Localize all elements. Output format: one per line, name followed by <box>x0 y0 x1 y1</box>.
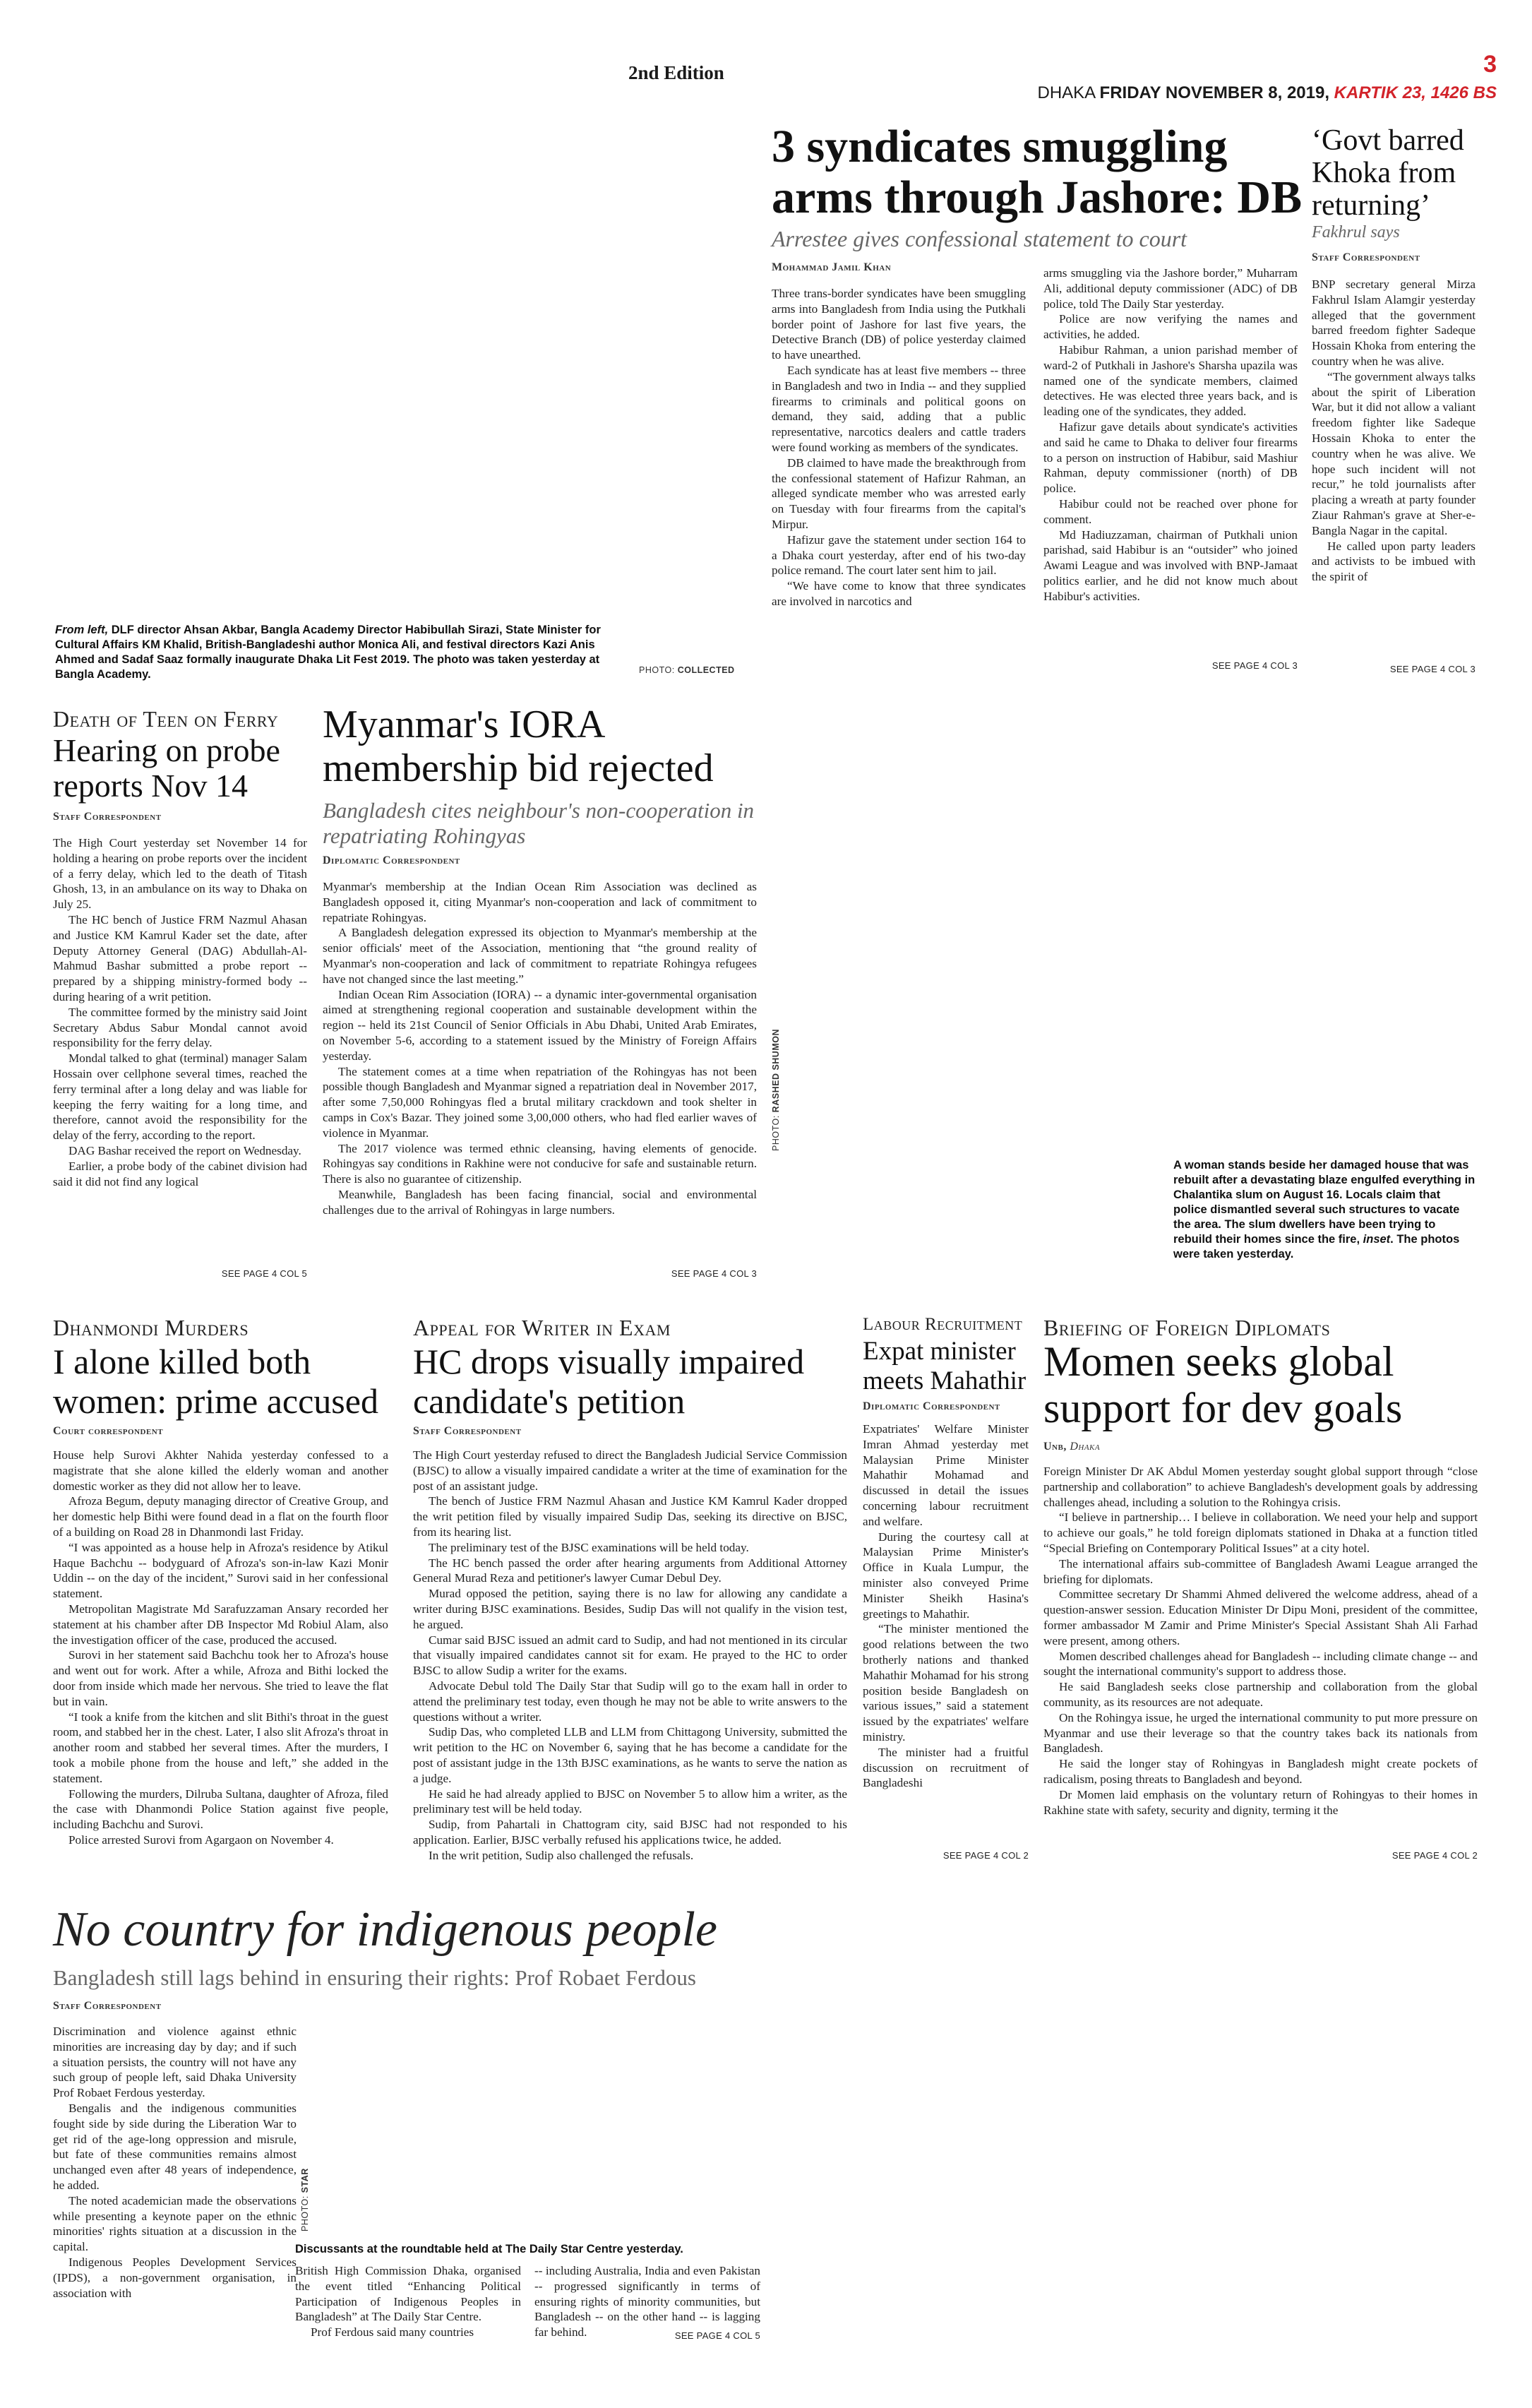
khoka-body <box>1312 277 1476 585</box>
para: Habibur Rahman, a union parishad member of ward-2 of Putkhali in Jashore's Sharsha upazila was named one of the syndicate members, claimed detectives. He was elected three years back, and is leading one of the syndicates, they added. <box>1043 342 1298 419</box>
photo-caption-slum <box>1173 1158 1477 1262</box>
syndicates-deck: Arrestee gives confessional statement to court <box>772 226 1187 251</box>
photo-chalantika-slum <box>789 706 1485 1144</box>
photo-credit-star <box>300 2154 310 2231</box>
photo-credit-collected <box>639 665 735 675</box>
para: He said Bangladesh seeks close partnership and collaboration from the global community, as its resources are not adequate. <box>1043 1680 1478 1709</box>
expat-body <box>863 1421 1029 1791</box>
byline-agency: Unb <box>1043 1441 1064 1453</box>
para: “I took a knife from the kitchen and slit Bithi's throat in the guest room, and stabbed her in the chest. Later, I also slit Afroza's throat in another room and stabbed her several times. After the murders, I took a mobile phone from the house and left,” she added in the statement. <box>53 1710 388 1785</box>
expat-jump: SEE PAGE 4 COL 2 <box>942 1850 1029 1861</box>
momen-byline: Unb, Dhaka <box>1043 1441 1101 1453</box>
para: The bench of Justice FRM Nazmul Ahasan and Justice KM Kamrul Kader dropped the writ petition filed by visually impaired Sudip Das, seeking its directive on BJSC, from its hearing list. <box>413 1494 847 1539</box>
para: The High Court yesterday refused to direct the Bangladesh Judicial Service Commission (BJSC) to allow a visually impaired candidate a writer at the time of examination for the post of an assistant judge. <box>413 1448 847 1493</box>
para: The noted academician made the observations while presenting a keynote paper on the ethnic minorities' rights situation at a discussion in the capital. <box>53 2193 297 2254</box>
para: Earlier, a probe body of the cabinet division had said it did not find any logical <box>53 1159 307 1188</box>
para: Indigenous Peoples Development Services (IPDS), a non-government organisation, in association with <box>53 2255 297 2300</box>
para: Three trans-border syndicates have been smuggling arms into Bangladesh from India using the Putkhali border point of Jashore for last five years, the Detective Branch (DB) of police yesterday claimed to have unearthed. <box>772 287 1026 362</box>
para: Metropolitan Magistrate Md Sarafuzzaman Ansary recorded her statement at his chamber after DB Inspector Md Robiul Alam, also the investigation officer of the case, produced the accused. <box>53 1602 388 1647</box>
syndicates-byline: Mohammad Jamil Khan <box>772 261 892 273</box>
para: Foreign Minister Dr AK Abdul Momen yesterday sought global support through “close partnership and collaboration” to achieve Bangladesh's development goals by addressing challenges ahead, including a solution to the Rohingya crisis. <box>1043 1465 1478 1509</box>
para: arms smuggling via the Jashore border,” Muharram Ali, additional deputy commissioner (ADC) of DB police, told The Daily Star yesterday. <box>1043 266 1298 311</box>
ferry-kicker: Death of Teen on Ferry <box>53 706 279 732</box>
para: On the Rohingya issue, he urged the international community to put more pressure on Myanmar and use their leverage so that the country takes back its nationals from Bangladesh. <box>1043 1710 1478 1756</box>
para: Myanmar's membership at the Indian Ocean Rim Association was declined as Bangladesh opposed it, citing Myanmar's non-cooperation and lack of commitment to repatriate Rohingyas. <box>323 880 757 924</box>
credit-name: COLLECTED <box>677 665 735 675</box>
para: During the courtesy call at Malaysian Prime Minister's Office in Kuala Lumpur, the minister also conveyed Prime Minister Sheikh Hasina's greetings to Mahathir. <box>863 1530 1029 1621</box>
edition-label: 2nd Edition <box>628 62 724 83</box>
para: Mondal talked to ghat (terminal) manager Salam Hossain over cellphone several times, reached the ferry terminal after a long delay and was liable for keeping the ferry waiting for a long time, and therefore, cannot avoid the responsibility for the delay of the ferry, according to the report. <box>53 1051 307 1143</box>
para: Habibur could not be reached over phone for comment. <box>1043 496 1298 526</box>
para: DB claimed to have made the breakthrough from the confessional statement of Hafizur Rahman, an alleged syndicate member who was arrested early on Tuesday with four firearms from the capital's Mirpur. <box>772 455 1026 531</box>
khoka-deck: Fakhrul says <box>1312 223 1400 242</box>
indigenous-col3 <box>534 2263 760 2340</box>
indigenous-jump: SEE PAGE 4 COL 5 <box>674 2330 760 2341</box>
para: Hafizur gave the statement under section 164 to a Dhaka court yesterday, after end of his two-day police remand. The court later sent him to jail. <box>772 532 1026 578</box>
momen-body <box>1043 1464 1478 1818</box>
writer-body <box>413 1448 847 1864</box>
para: The HC bench passed the order after hearing arguments from Additional Attorney General Murad Reza and petitioner's lawyer Cumar Debul Dey. <box>413 1556 847 1585</box>
para: DAG Bashar received the report on Wednesday. <box>68 1143 301 1157</box>
iora-headline: Myanmar's IORA membership bid rejected <box>323 703 714 790</box>
dateline-place: DHAKA <box>1037 83 1095 102</box>
caption-text: DLF director Ahsan Akbar, Bangla Academy Director Habibullah Sirazi, State Minister for Cultural Affairs KM Khalid, British-Bangladeshi author Monica Ali, and festival directors Kazi Anis Ahmed and Sadaf Saaz formally inaugurate Dhaka Lit Fest 2019. The photo was taken yesterday at Bangla Academy. <box>55 624 601 681</box>
para: He called upon party leaders and activists to be imbued with the spirit of <box>1312 539 1476 584</box>
syndicates-headline: 3 syndicates smuggling arms through Jashore: DB <box>772 121 1303 223</box>
expat-byline: Diplomatic Correspondent <box>863 1400 1000 1412</box>
iora-jump: SEE PAGE 4 COL 3 <box>671 1268 757 1279</box>
indigenous-deck: Bangladesh still lags behind in ensuring their rights: Prof Robaet Ferdous <box>53 1965 696 1990</box>
para: A Bangladesh delegation expressed its objection to Myanmar's membership at the senior officials' meet of the Association, mentioning that “the ground reality of Myanmar's non-cooperation and lack of commitment to repatriate Rohingya refugees have not changed since the last meeting.” <box>323 926 757 986</box>
para: Committee secretary Dr Shammi Ahmed delivered the welcome address, ahead of a question-answer session. Education Minister Dr Dipu Moni, president of the committee, former ambassador M Zamir and Prime Minister's Special Assistant Shah Ali Farhad were present, among others. <box>1043 1587 1478 1647</box>
byline-place: Dhaka <box>1070 1441 1101 1453</box>
dhanmondi-byline: Court correspondent <box>53 1425 164 1437</box>
para: He said the longer stay of Rohingyas in Bangladesh might create pockets of radicalism, posing threats to Bangladesh and beyond. <box>1043 1757 1478 1786</box>
iora-body <box>323 879 757 1218</box>
khoka-headline: ‘Govt barred Khoka from returning’ <box>1312 124 1464 222</box>
para: Each syndicate has at least five members -- three in Bangladesh and two in India -- and they supplied firearms to criminals and political goons on demand, they said, adding that a public representative, narcotics dealers and cattle traders were found working as members of the syndicates. <box>772 363 1026 454</box>
expat-kicker: Labour Recruitment <box>863 1315 1023 1334</box>
dhanmondi-kicker: Dhanmondi Murders <box>53 1315 249 1340</box>
caption-inset: inset <box>1363 1233 1391 1246</box>
para: The preliminary test of the BJSC examinations will be held today. <box>429 1540 749 1554</box>
para: “I was appointed as a house help in Afroza's residence by Atikul Haque Bachchu -- bodyguard of Afroza's son-in-law Kazi Monir Uddin -- on the day of the incident,” Surovi said in her confessional statement. <box>53 1540 388 1601</box>
caption-text: . The photos were taken yesterday. <box>1173 1233 1460 1260</box>
dateline <box>904 83 1497 103</box>
para: Meanwhile, Bangladesh has been facing financial, social and environmental challenges due to the arrival of Rohingyas in large numbers. <box>323 1187 757 1217</box>
momen-headline: Momen seeks global support for dev goals <box>1043 1338 1403 1431</box>
ferry-body <box>53 835 307 1189</box>
syndicates-jump: SEE PAGE 4 COL 3 <box>1211 660 1298 671</box>
para: The 2017 violence was termed ethnic cleansing, having elements of genocide. Rohingyas say conditions in Rakhine were not conducive for safe and sustainable return. There is also no guarantee of citizenship. <box>323 1141 757 1186</box>
syndicates-col1 <box>772 286 1026 609</box>
dateline-date: FRIDAY NOVEMBER 8, 2019, <box>1099 83 1329 102</box>
para: Dr Momen laid emphasis on the voluntary return of Rohingyas to their homes in Rakhine state with safety, security and dignity, terming it the <box>1043 1787 1478 1817</box>
credit-label: PHOTO: <box>300 2195 310 2231</box>
photo-caption-roundtable: Discussants at the roundtable held at The Daily Star Centre yesterday. <box>295 2243 683 2255</box>
para: “I believe in partnership… I believe in collaboration. We need your help and support to achieve our goals,” he told foreign diplomats stationed in Dhaka at a function titled “Special Briefing on Contemporary Political Issues” at a city hotel. <box>1043 1510 1478 1555</box>
indigenous-col2 <box>295 2263 521 2340</box>
para: “The government always talks about the spirit of Liberation War, but it did not allow a valiant freedom fighter like Sadeque Hossain Khoka to enter the country when he was alive. We hope such incident will not recur,” he told journalists after placing a wreath at party founder Ziaur Rahman's grave at Sher-e-Bangla Nagar in the capital. <box>1312 369 1476 537</box>
para: Afroza Begum, deputy managing director of Creative Group, and her domestic help Bithi were found dead in a flat on the fourth floor of a building on Road 28 in Dhanmondi last Friday. <box>53 1494 388 1539</box>
para: The High Court yesterday set November 14 for holding a hearing on probe reports over the incident of a ferry delay, which led to the death of Titash Ghosh, 13, in an ambulance on its way to Dhaka on July 25. <box>53 836 307 912</box>
blank-ad-space <box>805 1900 1483 2380</box>
para: Discrimination and violence against ethnic minorities are increasing day by day; and if such a situation persists, the country will not have any such group of people left, said Dhaka University Prof Robaet Ferdous yesterday. <box>53 2025 297 2100</box>
khoka-byline: Staff Correspondent <box>1312 251 1420 263</box>
credit-label: PHOTO: <box>639 665 675 675</box>
indigenous-col1 <box>53 2024 297 2301</box>
para: The HC bench of Justice FRM Nazmul Ahasan and Justice KM Kamrul Kader set the date, after Deputy Attorney General (DAG) Abdullah-Al-Mahmud Bashar submitted a probe report -- prepared by a shipping ministry-formed body -- during hearing of a writ petition. <box>53 912 307 1003</box>
momen-jump: SEE PAGE 4 COL 2 <box>1392 1850 1478 1861</box>
page-number: 3 <box>1483 51 1497 78</box>
photo-caption-lit-fest <box>55 623 620 682</box>
iora-deck: Bangladesh cites neighbour's non-cooperation in repatriating Rohingyas <box>323 798 755 848</box>
indigenous-headline: No country for indigenous people <box>53 1902 718 1957</box>
para: House help Surovi Akhter Nahida yesterday confessed to a magistrate that she alone killed the elderly woman and another domestic worker as they did not allow her to leave. <box>53 1448 388 1493</box>
para: British High Commission Dhaka, organised the event titled “Enhancing Political Participation of Indigenous Peoples in Bangladesh” at The Daily Star Centre. <box>295 2264 521 2324</box>
para: Bengalis and the indigenous communities fought side by side during the Liberation War to get rid of the age-long oppression and misrule, but fate of these communities remains almost unchanged even after 48 years of independence, he added. <box>53 2101 297 2192</box>
para: Murad opposed the petition, saying there is no law for allowing any candidate a writer during BJSC examinations. Besides, Sudip Das will not qualify in the vision test, he argued. <box>413 1587 847 1631</box>
para: Expatriates' Welfare Minister Imran Ahmad yesterday met Malaysian Prime Minister Mahathir Mohamad and discussed in detail the issues concerning labour recruitment and welfare. <box>863 1422 1029 1528</box>
credit-name: RASHED SHUMON <box>771 1029 781 1113</box>
para: Following the murders, Dilruba Sultana, daughter of Afroza, filed the case with Dhanmondi Police Station against five people, including Bachchu and Surovi. <box>53 1787 388 1832</box>
para: The committee formed by the ministry said Joint Secretary Abdus Sabur Mondal cannot avoid responsibility for the ferry delay. <box>53 1005 307 1050</box>
photo-roundtable <box>314 2024 780 2234</box>
para: Cumar said BJSC issued an admit card to Sudip, and had not mentioned in its circular that visually impaired candidates cannot sit for exam. He prayed to the HC to order BJSC to allow Sudip a writer for the exams. <box>413 1633 847 1678</box>
para: Advocate Debul told The Daily Star that Sudip will go to the exam hall in order to attend the preliminary test today, even though he may not be able to write answers to the questions without a writer. <box>413 1679 847 1724</box>
para: Police arrested Surovi from Agargaon on November 4. <box>68 1832 334 1847</box>
para: Surovi in her statement said Bachchu took her to Afroza's house and went out for work. After a while, Afroza and Bithi locked the door from inside which made her nervous. She tried to leave the flat but in vain. <box>53 1648 388 1708</box>
credit-label: PHOTO: <box>771 1115 781 1151</box>
para: The statement comes at a time when repatriation of the Rohingyas has not been possible though Bangladesh and Myanmar signed a repatriation deal in November 2017, after some 7,50,000 Rohingyas fled a brutal military crackdown and took shelter in camps in Cox's Bazar. They joined some 3,00,000 others, who had fled earlier waves of violence in Myanmar. <box>323 1064 757 1140</box>
para: BNP secretary general Mirza Fakhrul Islam Alamgir yesterday alleged that the government barred freedom fighter Sadeque Hossain Khoka from entering the country when he was alive. <box>1312 278 1476 368</box>
para: Police are now verifying the names and activities, he added. <box>1043 312 1298 342</box>
para: “We have come to know that three syndicates are involved in narcotics and <box>772 579 1026 608</box>
syndicates-col2 <box>1043 266 1298 604</box>
khoka-jump: SEE PAGE 4 COL 3 <box>1389 664 1476 674</box>
para: The international affairs sub-committee of Bangladesh Awami League arranged the briefing for diplomats. <box>1043 1556 1478 1586</box>
writer-headline: HC drops visually impaired candidate's petition <box>413 1342 805 1421</box>
dhanmondi-headline: I alone killed both women: prime accused <box>53 1342 378 1421</box>
para: Md Hadiuzzaman, chairman of Putkhali union parishad, said Habibur is an “outsider” who joined Awami League and was involved with BNP-Jamaat politics earlier, and he did not know much about Habibur's activities. <box>1043 528 1298 603</box>
para: Momen described challenges ahead for Bangladesh -- including climate change -- and sought the international community's support to address those. <box>1043 1649 1478 1679</box>
momen-kicker: Briefing of Foreign Diplomats <box>1043 1315 1331 1340</box>
indigenous-byline: Staff Correspondent <box>53 2000 162 2012</box>
ferry-jump: SEE PAGE 4 COL 5 <box>221 1268 307 1279</box>
para: “The minister mentioned the good relations between the two brotherly nations and thanked Mahathir Mohamad for his strong position beside Bangladesh on various issues,” said a statement issued by the expatriates' welfare ministry. <box>863 1622 1029 1744</box>
expat-headline: Expat minister meets Mahathir <box>863 1337 1027 1395</box>
para: Sudip, from Pahartali in Chattogram city, said BJSC had not responded to his application. Earlier, BJSC verbally refused his applications twice, he added. <box>413 1818 847 1847</box>
dateline-bangla: KARTIK 23, 1426 BS <box>1334 83 1497 102</box>
caption-lead: From left, <box>55 624 109 636</box>
para: He said he had already applied to BJSC on November 5 to allow him a writer, as the preliminary test will be held today. <box>413 1787 847 1816</box>
para: Indian Ocean Rim Association (IORA) -- a dynamic inter-governmental organisation aimed at strengthening regional cooperation and sustainable development within the region -- held its 21st Council of Senior Officials in Abu Dhabi, United Arab Emirates, on November 5-6, according to a statement issued by the Ministry of Foreign Affairs yesterday. <box>323 987 757 1063</box>
iora-byline: Diplomatic Correspondent <box>323 854 460 866</box>
writer-kicker: Appeal for Writer in Exam <box>413 1315 671 1340</box>
para: In the writ petition, Sudip also challenged the refusals. <box>429 1848 694 1862</box>
caption-text: A woman stands beside her damaged house that was rebuilt after a devastating blaze engulfed everything in Chalantika slum on August 16. Locals claim that police dismantled several such structures to vacate the area. The slum dwellers have been trying to rebuild their homes since the fire, <box>1173 1159 1476 1246</box>
photo-slum-inset <box>789 1151 1156 1278</box>
dhanmondi-body <box>53 1448 388 1848</box>
photo-dhaka-lit-fest <box>53 113 745 614</box>
photo-credit-rashed-shumon <box>771 1010 781 1151</box>
credit-name: STAR <box>300 2168 310 2193</box>
writer-byline: Staff Correspondent <box>413 1425 522 1437</box>
para: Hafizur gave details about syndicate's activities and said he came to Dhaka to deliver four firearms to a person on instruction of Habibur, said Mashiur Rahman, deputy commissioner (north) of DB police. <box>1043 419 1298 496</box>
ferry-headline: Hearing on probe reports Nov 14 <box>53 732 280 804</box>
ferry-byline: Staff Correspondent <box>53 811 162 823</box>
para: The minister had a fruitful discussion on recruitment of Bangladeshi <box>863 1745 1029 1790</box>
para: -- including Australia, India and even Pakistan -- progressed significantly in terms of ensuring rights of minority communities, but Bangladesh -- on the other hand -- is lagging far behind. <box>534 2264 760 2340</box>
para: Prof Ferdous said many countries <box>311 2325 474 2340</box>
para: Sudip Das, who completed LLB and LLM from Chittagong University, submitted the writ petition to the HC on November 6, saying that he has become a candidate for the post of assistant judge in the 13th BJSC examinations, as he wants to serve the nation as a judge. <box>413 1725 847 1785</box>
